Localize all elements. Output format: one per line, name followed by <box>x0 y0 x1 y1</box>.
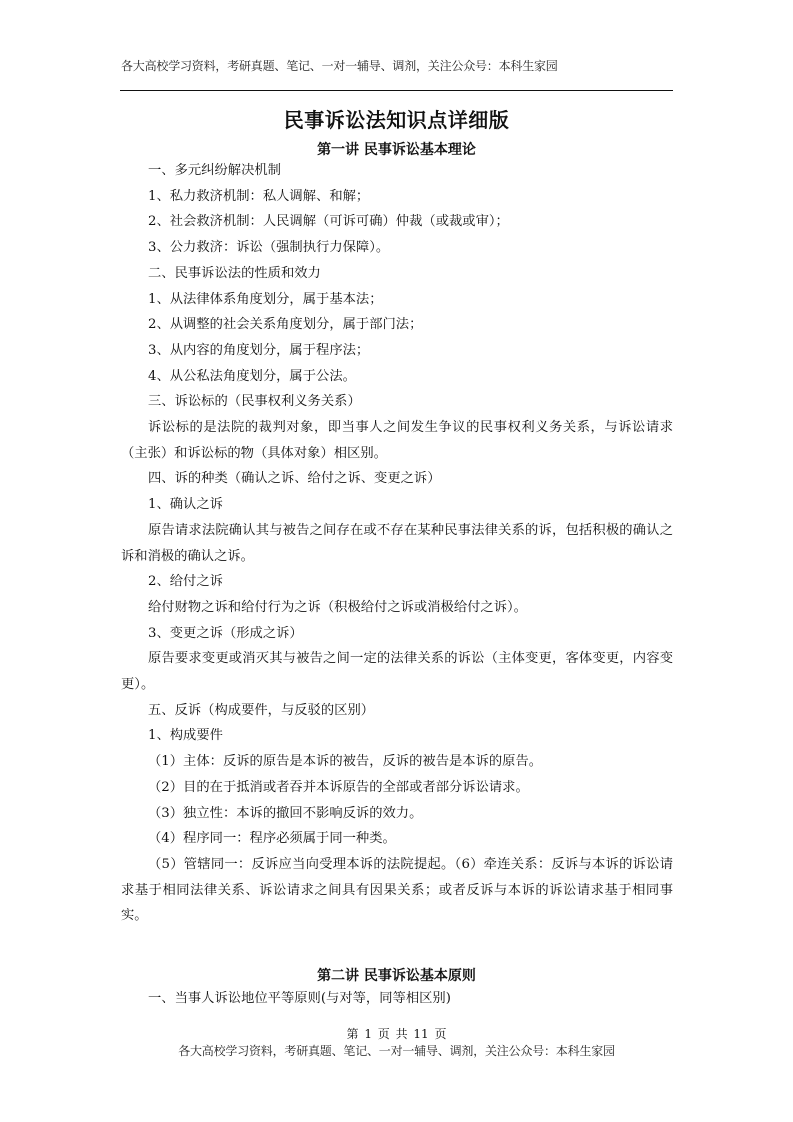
section-heading: 二、民事诉讼法的性质和效力 <box>148 265 321 281</box>
subsection-heading: 1、确认之诉 <box>148 497 223 513</box>
section-heading: 四、诉的种类（确认之诉、给付之诉、变更之诉） <box>148 471 441 487</box>
list-item: 2、从调整的社会关系角度划分，属于部门法； <box>148 317 423 333</box>
page-number: 第 1 页 共 11 页 <box>346 1027 447 1041</box>
subsection-heading: 2、给付之诉 <box>148 574 223 590</box>
list-item: （4）程序同一：程序必须属于同一种类。 <box>148 831 396 847</box>
section-heading: 一、多元纠纷解决机制 <box>148 163 281 178</box>
document-title: 民事诉讼法知识点详细版 <box>283 108 510 132</box>
subsection-heading: 1、构成要件 <box>148 728 223 744</box>
list-item: （5）管辖同一：反诉应当向受理本诉的法院提起。（6）牵连关系：反诉与本诉的诉讼请求基于相同法律关系、诉讼请求之间具有因果关系；或者反诉与本诉的诉讼请求基于相同事实。 <box>121 856 673 924</box>
lecture-2-body <box>121 986 673 1012</box>
list-item: 4、从公私法角度划分，属于公法。 <box>148 368 356 384</box>
list-item: 2、社会救济机制：人民调解（可诉可确）仲裁（或裁或审）； <box>148 214 509 230</box>
list-item: 3、从内容的角度划分，属于程序法； <box>148 342 370 358</box>
list-item: （1）主体：反诉的原告是本诉的被告，反诉的被告是本诉的原告。 <box>148 754 543 770</box>
lecture-2-heading: 第二讲 民事诉讼基本原则 <box>317 968 476 984</box>
paragraph: 原告请求法院确认其与被告之间存在或不存在某种民事法律关系的诉，包括积极的确认之诉和消极的确认之诉。 <box>121 522 673 564</box>
subsection-heading: 3、变更之诉（形成之诉） <box>148 625 303 641</box>
list-item: （3）独立性：本诉的撤回不影响反诉的效力。 <box>148 805 423 821</box>
header-divider <box>120 90 673 91</box>
list-item: （2）目的在于抵消或者吞并本诉原告的全部或者部分诉讼请求。 <box>148 779 529 795</box>
paragraph: 给付财物之诉和给付行为之诉（积极给付之诉或消极给付之诉）。 <box>148 599 527 615</box>
section-heading: 五、反诉（构成要件，与反驳的区别） <box>148 702 375 718</box>
paragraph: 诉讼标的是法院的裁判对象，即当事人之间发生争议的民事权利义务关系，与诉讼请求（主张）和诉讼标的物（具体对象）相区别。 <box>121 420 673 461</box>
list-item: 1、私力救济机制：私人调解、和解； <box>148 188 370 204</box>
list-item: 3、公力救济：诉讼（强制执行力保障）。 <box>148 240 390 256</box>
list-item: 1、从法律体系角度划分，属于基本法； <box>148 291 383 307</box>
lecture-1-heading: 第一讲 民事诉讼基本理论 <box>317 142 476 158</box>
document-body <box>121 158 673 929</box>
paragraph: 原告要求变更或消灭其与被告之间一定的法律关系的诉讼（主体变更，客体变更，内容变更）。 <box>121 651 673 693</box>
section-heading: 三、诉讼标的（民事权利义务关系） <box>148 394 361 410</box>
page-footer-text: 各大高校学习资料，考研真题、笔记、一对一辅导、调剂，关注公众号：本科生家园 <box>178 1044 615 1058</box>
page-header-text: 各大高校学习资料，考研真题、笔记、一对一辅导、调剂，关注公众号：本科生家园 <box>121 59 558 73</box>
section-heading: 一、当事人诉讼地位平等原则(与对等，同等相区别) <box>148 991 451 1006</box>
